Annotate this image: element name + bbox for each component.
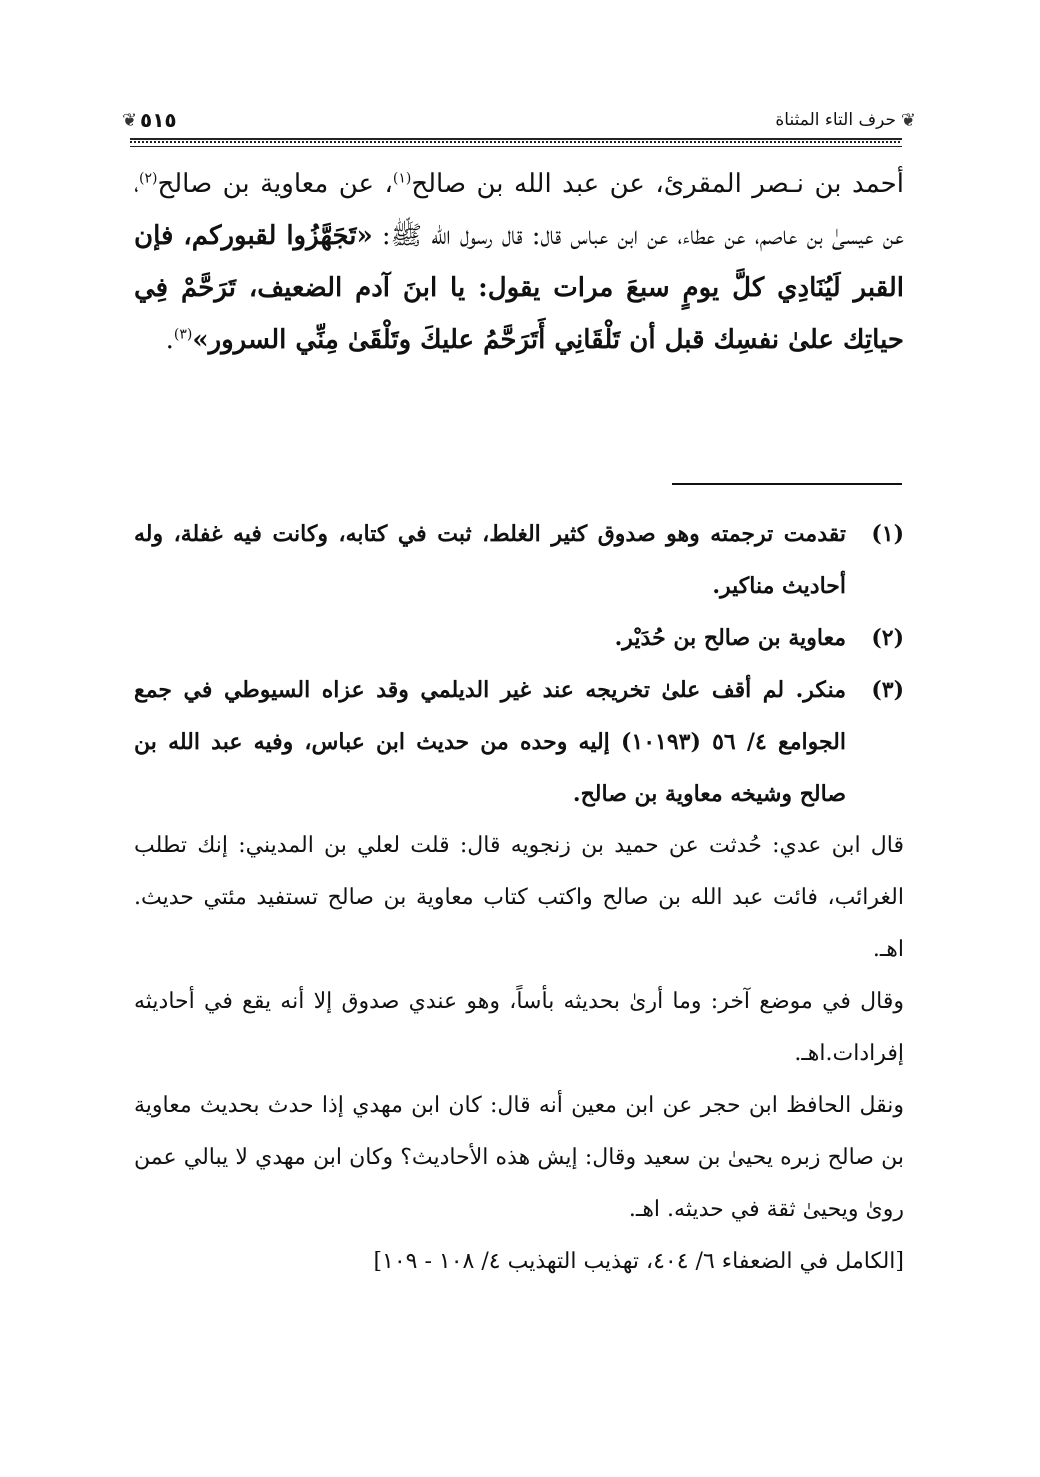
isnad-paragraph xyxy=(134,158,904,366)
footnote-number: (٣) xyxy=(871,677,904,703)
reference-citation: [الكامل في الضعفاء ٦/ ٤٠٤، تهذيب التهذيب ٤/ ١٠٨ - ١٠٩] xyxy=(373,1249,904,1274)
footnote-3 xyxy=(134,664,904,820)
isnad-part-3: ، عن عيسىٰ بن عاصم، عن عطاء، عن ابن عباس قال: قال رسول الله ﷺ: xyxy=(134,169,904,251)
footnote-ref-2[interactable]: (٢) xyxy=(138,170,158,187)
footnote-number: (٢) xyxy=(871,625,904,651)
isnad-part-2: ، عن معاوية بن صالح xyxy=(157,169,393,199)
main-text xyxy=(134,158,904,366)
footnote-separator xyxy=(672,483,902,485)
isnad-part-1: أحمد بن نـصر المقرئ، عن عبد الله بن صالح xyxy=(411,169,904,199)
hadith-text: «تَجَهَّزُوا لقبوركم، فإن القبر لَيُنَادِي كلَّ يومٍ سبعَ مرات يقول: يا ابنَ آدم الضعيف، تَرَحَّمْ فِي حياتِك علىٰ نفسِك قبل أن تَلْقَانِي أَتَرَحَّمُ عليكَ وتَلْقَىٰ مِنِّي السرور» xyxy=(134,221,904,355)
header-divider xyxy=(130,138,902,147)
commentary-3: ونقل الحافظ ابن حجر عن ابن معين أنه قال: كان ابن مهدي إذا حدث بحديث معاوية بن صالح زبره يحيىٰ بن سعيد وقال: إيش هذه الأحاديث؟ وكان ابن مهدي لا يبالي عمن روىٰ ويحيىٰ ثقة في حديثه. اهـ. xyxy=(134,1093,904,1222)
footnote-text: تقدمت ترجمته وهو صدوق كثير الغلط، ثبت في كتابه، وكانت فيه غفلة، وله أحاديث مناكير. xyxy=(134,521,846,599)
end-mark: . xyxy=(165,325,174,355)
page-header xyxy=(122,108,916,142)
footnote-number: (١) xyxy=(871,521,904,547)
ornament-right-icon: ❦ xyxy=(900,110,916,131)
footnote-ref-1[interactable]: (١) xyxy=(392,170,412,187)
footnotes xyxy=(134,508,904,1288)
commentary-2: وقال في موضع آخر: وما أرىٰ بحديثه بأساً، وهو عندي صدوق إلا أنه يقع في أحاديثه إفرادات.اهـ. xyxy=(134,989,904,1066)
footnote-1 xyxy=(134,508,904,612)
footnote-2 xyxy=(134,612,904,664)
footnote-text: معاوية بن صالح بن حُدَيْر. xyxy=(614,625,846,651)
chapter-title: حرف التاء المثناة xyxy=(775,110,896,130)
footnote-ref-3[interactable]: (٣) xyxy=(173,326,193,343)
footnote-text: منكر. لم أقف علىٰ تخريجه عند غير الديلمي وقد عزاه السيوطي في جمع الجوامع ٤/ ٥٦ (١٠١٩٣) إليه وحده من حديث ابن عباس، وفيه عبد الله بن صالح وشيخه معاوية بن صالح. xyxy=(134,677,846,807)
ornament-left-icon: ❦ xyxy=(122,110,138,131)
page-number: ٥١٥ xyxy=(140,108,177,132)
commentary-1: قال ابن عدي: حُدثت عن حميد بن زنجويه قال: قلت لعلي بن المديني: إنك تطلب الغرائب، فائت عبد الله بن صالح واكتب كتاب معاوية بن صالح تستفيد مئتي حديث. اهـ. xyxy=(134,833,904,962)
